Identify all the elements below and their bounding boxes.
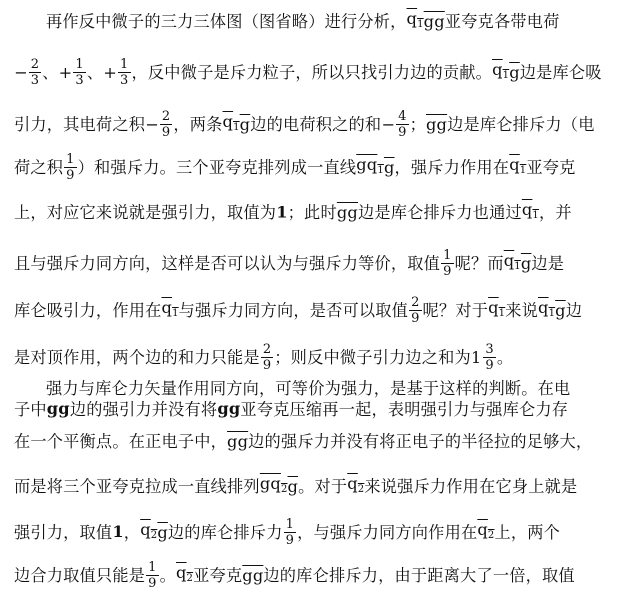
fraction (284, 517, 296, 548)
minus-sign: − (14, 62, 28, 82)
symbol-q (347, 474, 364, 500)
denominator: 9 (398, 125, 407, 140)
numerator: 2 (30, 57, 40, 72)
subscript: 1 (532, 210, 539, 221)
paragraph-2-line-3 (14, 431, 626, 452)
subscript: 1 (377, 164, 384, 176)
text: ， (123, 522, 141, 542)
fraction (29, 57, 41, 88)
fraction (396, 109, 408, 140)
text: ，反中微子是斥力粒子，所以只找引力边的贡献。 (131, 62, 493, 82)
paragraph-1-line-4 (14, 152, 626, 183)
text: ，与强斥力同方向作用在 (297, 522, 478, 542)
text: 呢？对于 (422, 300, 489, 320)
symbol-letter: q (492, 59, 503, 79)
text: ）和强斥力。三个亚夸克排列成一直线 (77, 157, 357, 177)
bold-value: 1 (276, 202, 288, 222)
whole-part: 1 (470, 347, 482, 367)
denominator: 9 (66, 168, 75, 183)
symbol-g: $\overline{g}$ (239, 114, 251, 134)
symbol-q (504, 251, 521, 277)
paragraph-2-line-6 (14, 560, 626, 591)
text: 边是 (531, 253, 565, 273)
symbol-q (538, 298, 555, 324)
text: 边的电荷积之的和 (250, 114, 382, 134)
symbol-g: $\overline{g}$ (520, 253, 532, 273)
text: 亚夸克各带电荷 (444, 12, 560, 31)
symbol-q (162, 298, 179, 324)
fraction (160, 109, 172, 140)
text: 再作反中微子的三力三体图（图省略）进行分析， (46, 12, 407, 31)
symbol-g: $\overline{g}$ (555, 300, 566, 320)
subscript: 1 (519, 164, 527, 176)
symbol-letter: q (140, 519, 151, 539)
symbol-gg: $\overline{gg}$ (423, 12, 445, 31)
paragraph-1-line-7 (14, 295, 626, 326)
text: 而是将三个亚夸克拉成一直线排列 (14, 477, 260, 496)
numerator: 4 (398, 109, 407, 124)
text: 且与强斥力同方向，这样是否可以认为与强斥力等价，取值 (14, 253, 441, 273)
denominator: 9 (148, 576, 157, 591)
text: 引力，其电荷之积 (14, 114, 146, 134)
symbol-letter: q (222, 111, 234, 131)
symbol-letter: q (538, 297, 549, 317)
subscript: 1 (233, 121, 240, 133)
text: 。 (496, 347, 514, 367)
text: ，并 (538, 203, 572, 222)
denominator: 9 (285, 533, 295, 548)
subscript: 2 (150, 529, 158, 541)
text: 亚夸克压缩再一起，表明强引力与强库仑力存 (240, 399, 569, 419)
fraction (118, 57, 130, 88)
text: 边的强斥力并没有将正电子的半径拉的足够大， (248, 431, 593, 451)
paragraph-2-line-1 (46, 378, 626, 399)
bold-symbol: gg (217, 399, 241, 418)
symbol-q (488, 298, 505, 324)
numerator: 1 (285, 517, 295, 532)
paragraph-1-line-5 (14, 200, 626, 226)
symbol-gq (260, 474, 288, 500)
text: 边的库仑排斥力 (167, 522, 283, 542)
subscript: 2 (280, 484, 288, 495)
paragraph-1-line-8 (14, 342, 626, 373)
symbol-letter: q (175, 562, 187, 582)
fraction (261, 342, 273, 373)
symbol-letter: gq (356, 154, 378, 174)
symbol-g: $\overline{g}$ (157, 522, 168, 542)
symbol-q (407, 9, 424, 35)
separator: 、+ (42, 62, 73, 82)
bold-symbol: gg (46, 399, 70, 418)
symbol-letter: q (503, 250, 515, 270)
symbol-g: $\overline{g}$ (287, 477, 299, 496)
text: 上，两个 (494, 522, 561, 542)
text: ；则反中微子引力边之和为 (274, 347, 471, 367)
text: 库仑吸引力，作用在 (14, 300, 162, 320)
numerator: 2 (161, 109, 171, 124)
denominator: 9 (485, 358, 494, 373)
symbol-letter: q (521, 200, 533, 219)
bold-value: 1 (112, 522, 124, 541)
fraction (483, 342, 495, 373)
numerator: 1 (120, 57, 129, 72)
text: 来说 (505, 300, 539, 320)
text: 与强斥力同方向，是否可以取值 (178, 300, 409, 320)
separator: 、+ (86, 62, 118, 82)
paragraph-1-line-3 (14, 109, 626, 140)
paragraph-2-line-2 (14, 399, 626, 420)
numerator: 1 (66, 152, 75, 167)
text: 强引力，取值 (14, 522, 113, 542)
text: 呢？而 (454, 253, 504, 273)
paragraph-1-line-2 (14, 57, 626, 88)
numerator: 2 (411, 295, 420, 310)
text: 来说强斥力作用在它身上就是 (364, 477, 578, 496)
paragraph-2-line-4 (14, 474, 626, 500)
text: 荷之积 (14, 157, 64, 177)
text: 边的库仑排斥力，由于距离大了一倍，取值 (263, 565, 575, 585)
numerator: 1 (75, 57, 84, 72)
denominator: 9 (161, 125, 171, 140)
paragraph-2-line-5 (14, 517, 626, 548)
text: 边的强引力并没有将 (69, 399, 218, 419)
symbol-letter: gq (259, 474, 281, 493)
text: 是对顶作用，两个边的和力只能是 (14, 347, 260, 367)
text: 。对于 (298, 477, 348, 496)
subscript: 1 (172, 307, 179, 319)
text: 上，对应它来说就是强引力，取值为 (14, 203, 277, 222)
denominator: 3 (120, 73, 129, 88)
subscript: 1 (502, 69, 510, 81)
text: 子中 (14, 399, 47, 419)
paragraph-1-line-6 (14, 248, 626, 279)
symbol-letter: q (509, 154, 520, 174)
symbol-gg: $\overline{gg}$ (227, 431, 249, 451)
symbol-gg: $\overline{gg}$ (242, 565, 264, 585)
text: 强力与库仑力矢量作用同方向，可等价为强力，是基于这样的判断。在电 (46, 378, 571, 398)
numerator: 1 (443, 248, 452, 263)
symbol-letter: q (161, 297, 173, 317)
denominator: 3 (75, 73, 84, 88)
fraction (441, 248, 453, 279)
symbol-q (223, 112, 240, 138)
fraction (146, 560, 158, 591)
fraction (73, 57, 85, 88)
text: 边是库仑吸 (519, 62, 602, 82)
text: 边合力取值只能是 (14, 565, 146, 585)
symbol-letter: q (488, 297, 499, 317)
text: 边是库仑排斥力也通过 (357, 203, 522, 222)
text: 边 (565, 300, 583, 320)
minus-sign: − (145, 114, 159, 134)
subscript: 2 (186, 572, 194, 584)
symbol-g: $\overline{g}$ (383, 157, 395, 177)
mixed-number (471, 342, 497, 373)
symbol-letter: q (406, 9, 418, 28)
denominator: 3 (30, 73, 40, 88)
subscript: 1 (417, 19, 424, 30)
text: 。 (159, 565, 176, 585)
subscript: 1 (498, 307, 506, 319)
symbol-letter: q (477, 519, 488, 539)
text: 亚夸克 (193, 565, 243, 585)
subscript: 2 (487, 529, 495, 541)
numerator: 3 (485, 342, 494, 357)
text: 亚夸克 (526, 157, 576, 177)
fraction (64, 152, 76, 183)
minus-sign: − (381, 114, 396, 134)
text: ，强斥力作用在 (394, 157, 510, 177)
numerator: 1 (148, 560, 157, 575)
denominator: 9 (411, 311, 420, 326)
symbol-gg: $\overline{gg}$ (425, 114, 448, 134)
denominator: 9 (443, 264, 452, 279)
numerator: 2 (262, 342, 272, 357)
symbol-q (477, 520, 494, 546)
text: ，两条 (173, 114, 223, 134)
symbol-q (509, 155, 526, 181)
symbol-g: $\overline{g}$ (509, 62, 520, 82)
text: ； (409, 114, 426, 134)
symbol-q (522, 200, 539, 226)
symbol-gq (356, 155, 384, 181)
denominator: 9 (262, 358, 272, 373)
symbol-gg: $\overline{gg}$ (336, 203, 358, 222)
text: 边是库仑排斥力（电 (447, 114, 595, 134)
subscript: 1 (548, 307, 556, 319)
symbol-letter: q (347, 474, 358, 493)
subscript: 1 (514, 260, 521, 272)
paragraph-1-line-1 (46, 9, 626, 35)
symbol-q (492, 60, 509, 86)
fraction (409, 295, 421, 326)
text: ；此时 (287, 203, 337, 222)
text: 在一个平衡点。在正电子中， (14, 431, 228, 451)
symbol-q (176, 563, 193, 589)
subscript: 2 (357, 484, 365, 495)
symbol-q (140, 520, 157, 546)
